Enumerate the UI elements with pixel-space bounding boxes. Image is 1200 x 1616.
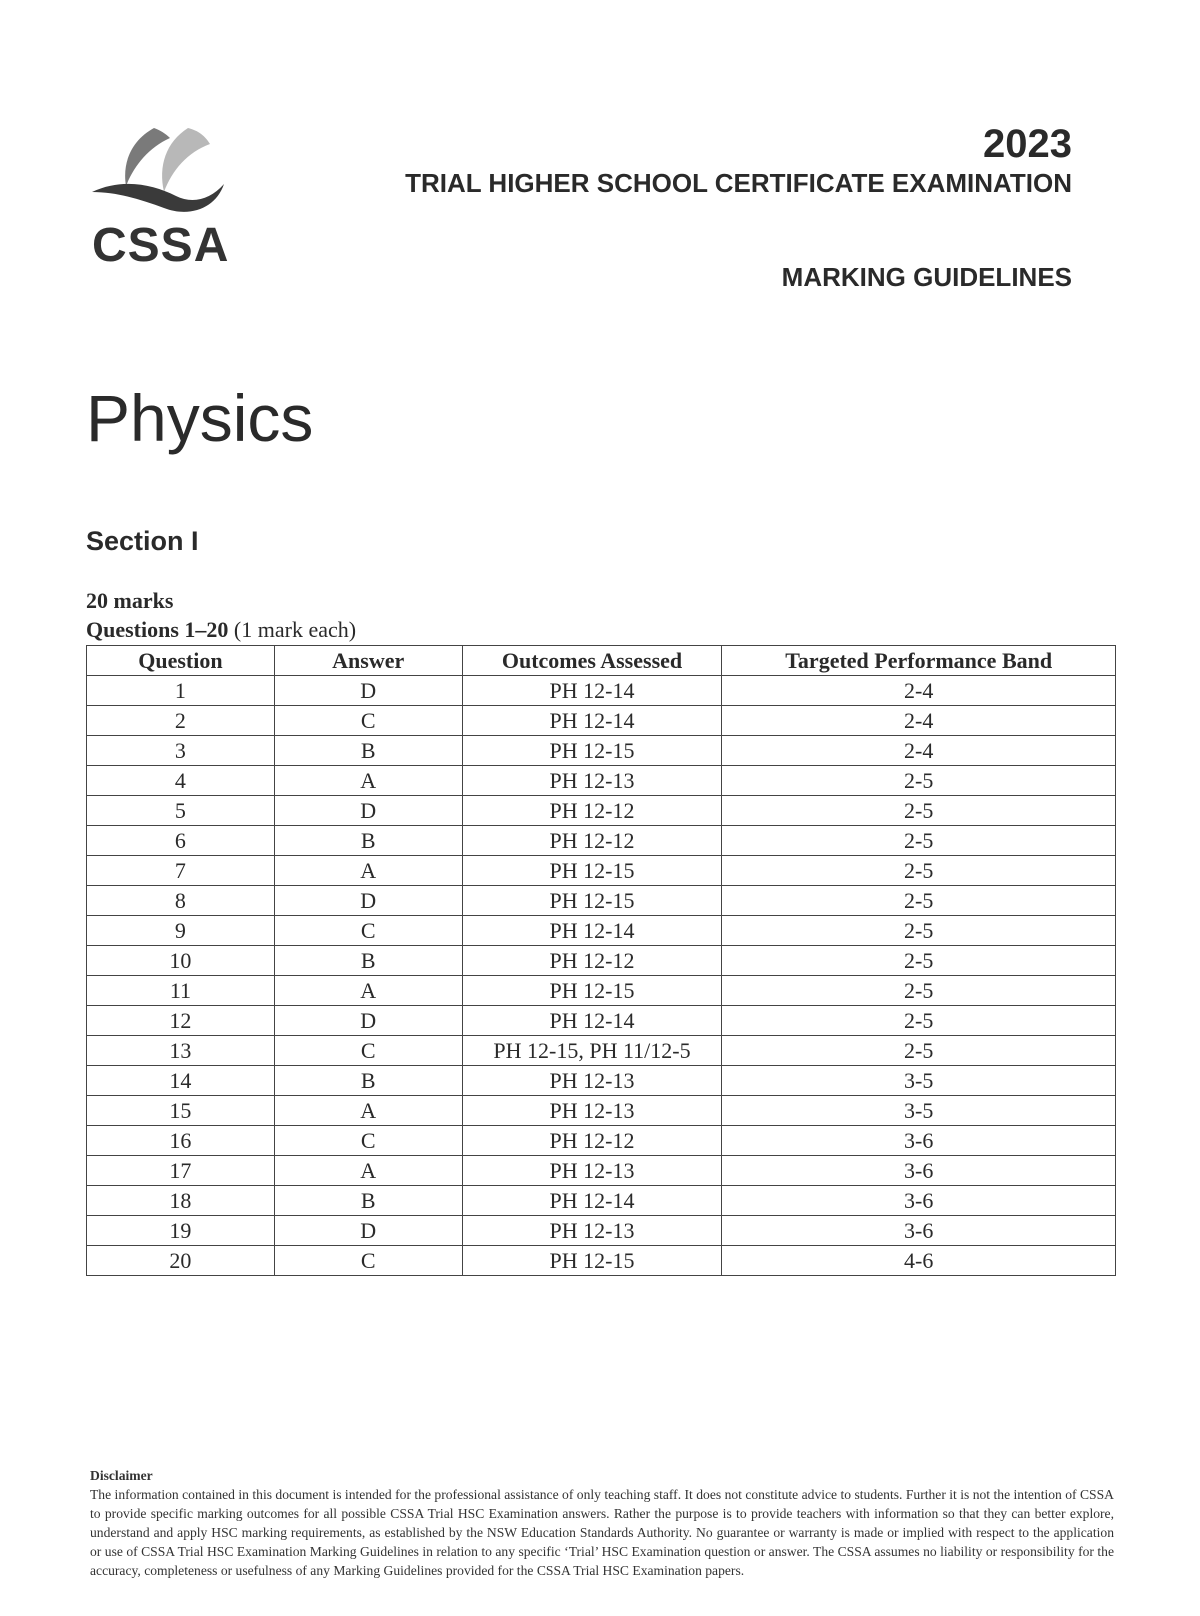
cell-band: 2-5 [722, 1006, 1116, 1036]
cell-answer: B [274, 1186, 462, 1216]
cell-band: 4-6 [722, 1246, 1116, 1276]
table-row [87, 976, 1116, 1006]
cell-answer: D [274, 886, 462, 916]
cell-answer: B [274, 946, 462, 976]
table-row [87, 1156, 1116, 1186]
table-row [87, 826, 1116, 856]
cell-outcomes: PH 12-13 [462, 766, 722, 796]
table-row [87, 916, 1116, 946]
cell-outcomes: PH 12-15 [462, 736, 722, 766]
cell-outcomes: PH 12-12 [462, 796, 722, 826]
table-row [87, 1066, 1116, 1096]
cell-band: 2-4 [722, 706, 1116, 736]
cell-question: 13 [87, 1036, 275, 1066]
exam-year: 2023 [983, 122, 1072, 166]
cell-band: 2-5 [722, 976, 1116, 1006]
cell-outcomes: PH 12-14 [462, 706, 722, 736]
cell-outcomes: PH 12-15 [462, 856, 722, 886]
cell-answer: A [274, 1156, 462, 1186]
cell-answer: B [274, 1066, 462, 1096]
logo-wave-icon [92, 122, 232, 222]
cell-question: 11 [87, 976, 275, 1006]
cell-outcomes: PH 12-14 [462, 1006, 722, 1036]
cell-outcomes: PH 12-13 [462, 1066, 722, 1096]
cell-answer: A [274, 1096, 462, 1126]
table-row [87, 1246, 1116, 1276]
table-row [87, 886, 1116, 916]
table-row [87, 1096, 1116, 1126]
cell-outcomes: PH 12-12 [462, 1126, 722, 1156]
questions-line [86, 617, 356, 643]
cell-answer: A [274, 856, 462, 886]
cell-band: 3-5 [722, 1096, 1116, 1126]
cell-outcomes: PH 12-14 [462, 676, 722, 706]
cell-answer: B [274, 826, 462, 856]
cell-question: 4 [87, 766, 275, 796]
cssa-logo [92, 122, 232, 272]
cell-question: 1 [87, 676, 275, 706]
cell-band: 3-6 [722, 1186, 1116, 1216]
cell-band: 3-5 [722, 1066, 1116, 1096]
table-row [87, 1126, 1116, 1156]
cell-question: 10 [87, 946, 275, 976]
cell-outcomes: PH 12-12 [462, 946, 722, 976]
disclaimer-text: The information contained in this document is intended for the professional assistance of only teaching staff. It does not constitute advice to students. Further it is not the intention of CSSA to provide specific marking outcomes for all possible CSSA Trial HSC Examination answers. Rather the purpose is to provide teachers with information so that they can better explore, understand and apply HSC marking requirements, as established by the NSW Education Standards Authority. No guarantee or warranty is made or implied with respect to the application or use of CSSA Trial HSC Examination Marking Guidelines in relation to any specific ‘Trial’ HSC Examination question or answer. The CSSA assumes no liability or responsibility for the accuracy, completeness or usefulness of any Marking Guidelines provided for the CSSA Trial HSC Examination papers. [90, 1487, 1114, 1578]
table-row [87, 1186, 1116, 1216]
cell-outcomes: PH 12-15 [462, 1246, 722, 1276]
logo-text: CSSA [92, 219, 230, 272]
questions-range: Questions 1–20 [86, 617, 229, 642]
cell-outcomes: PH 12-14 [462, 1186, 722, 1216]
cell-question: 8 [87, 886, 275, 916]
cell-answer: D [274, 1006, 462, 1036]
cell-band: 3-6 [722, 1216, 1116, 1246]
cell-outcomes: PH 12-15 [462, 886, 722, 916]
cell-band: 2-5 [722, 796, 1116, 826]
cell-band: 2-5 [722, 916, 1116, 946]
cell-question: 3 [87, 736, 275, 766]
cell-answer: C [274, 1036, 462, 1066]
cell-outcomes: PH 12-14 [462, 916, 722, 946]
cell-outcomes: PH 12-15, PH 11/12-5 [462, 1036, 722, 1066]
cell-answer: B [274, 736, 462, 766]
table-row [87, 1006, 1116, 1036]
cell-band: 2-5 [722, 766, 1116, 796]
cell-outcomes: PH 12-12 [462, 826, 722, 856]
exam-title: TRIAL HIGHER SCHOOL CERTIFICATE EXAMINATION [405, 168, 1072, 198]
cell-band: 2-5 [722, 856, 1116, 886]
cell-band: 2-5 [722, 826, 1116, 856]
table-row [87, 676, 1116, 706]
header-question: Question [87, 646, 275, 676]
table-row [87, 946, 1116, 976]
table-row [87, 766, 1116, 796]
questions-note: (1 mark each) [233, 617, 357, 642]
header-outcomes: Outcomes Assessed [462, 646, 722, 676]
cell-question: 17 [87, 1156, 275, 1186]
cell-band: 2-4 [722, 736, 1116, 766]
cell-question: 9 [87, 916, 275, 946]
document-type: MARKING GUIDELINES [781, 262, 1072, 292]
cell-answer: D [274, 1216, 462, 1246]
cell-question: 16 [87, 1126, 275, 1156]
cell-answer: C [274, 706, 462, 736]
cell-question: 19 [87, 1216, 275, 1246]
cell-answer: C [274, 1246, 462, 1276]
cell-question: 14 [87, 1066, 275, 1096]
cell-answer: D [274, 796, 462, 826]
cell-question: 2 [87, 706, 275, 736]
section-title: Section I [86, 526, 199, 556]
cell-band: 2-5 [722, 946, 1116, 976]
table-body [87, 676, 1116, 1276]
cell-outcomes: PH 12-13 [462, 1156, 722, 1186]
cell-outcomes: PH 12-13 [462, 1096, 722, 1126]
cell-question: 7 [87, 856, 275, 886]
cell-question: 15 [87, 1096, 275, 1126]
answer-key-table [86, 645, 1116, 1276]
cell-outcomes: PH 12-13 [462, 1216, 722, 1246]
disclaimer-title: Disclaimer [90, 1468, 153, 1483]
header-answer: Answer [274, 646, 462, 676]
cell-band: 3-6 [722, 1156, 1116, 1186]
table-row [87, 736, 1116, 766]
cell-question: 5 [87, 796, 275, 826]
cell-answer: C [274, 1126, 462, 1156]
header-band: Targeted Performance Band [722, 646, 1116, 676]
cell-question: 18 [87, 1186, 275, 1216]
cell-band: 2-4 [722, 676, 1116, 706]
table-row [87, 1036, 1116, 1066]
table-header-row [87, 646, 1116, 676]
cell-band: 2-5 [722, 886, 1116, 916]
cell-answer: A [274, 976, 462, 1006]
cell-answer: C [274, 916, 462, 946]
table-row [87, 796, 1116, 826]
disclaimer [90, 1466, 1114, 1580]
cell-answer: A [274, 766, 462, 796]
table-row [87, 706, 1116, 736]
subject-title: Physics [86, 381, 314, 455]
table-row [87, 856, 1116, 886]
cell-band: 2-5 [722, 1036, 1116, 1066]
cell-answer: D [274, 676, 462, 706]
table-row [87, 1216, 1116, 1246]
cell-question: 12 [87, 1006, 275, 1036]
cell-question: 20 [87, 1246, 275, 1276]
cell-question: 6 [87, 826, 275, 856]
cell-band: 3-6 [722, 1126, 1116, 1156]
section-marks: 20 marks [86, 588, 174, 613]
cell-outcomes: PH 12-15 [462, 976, 722, 1006]
